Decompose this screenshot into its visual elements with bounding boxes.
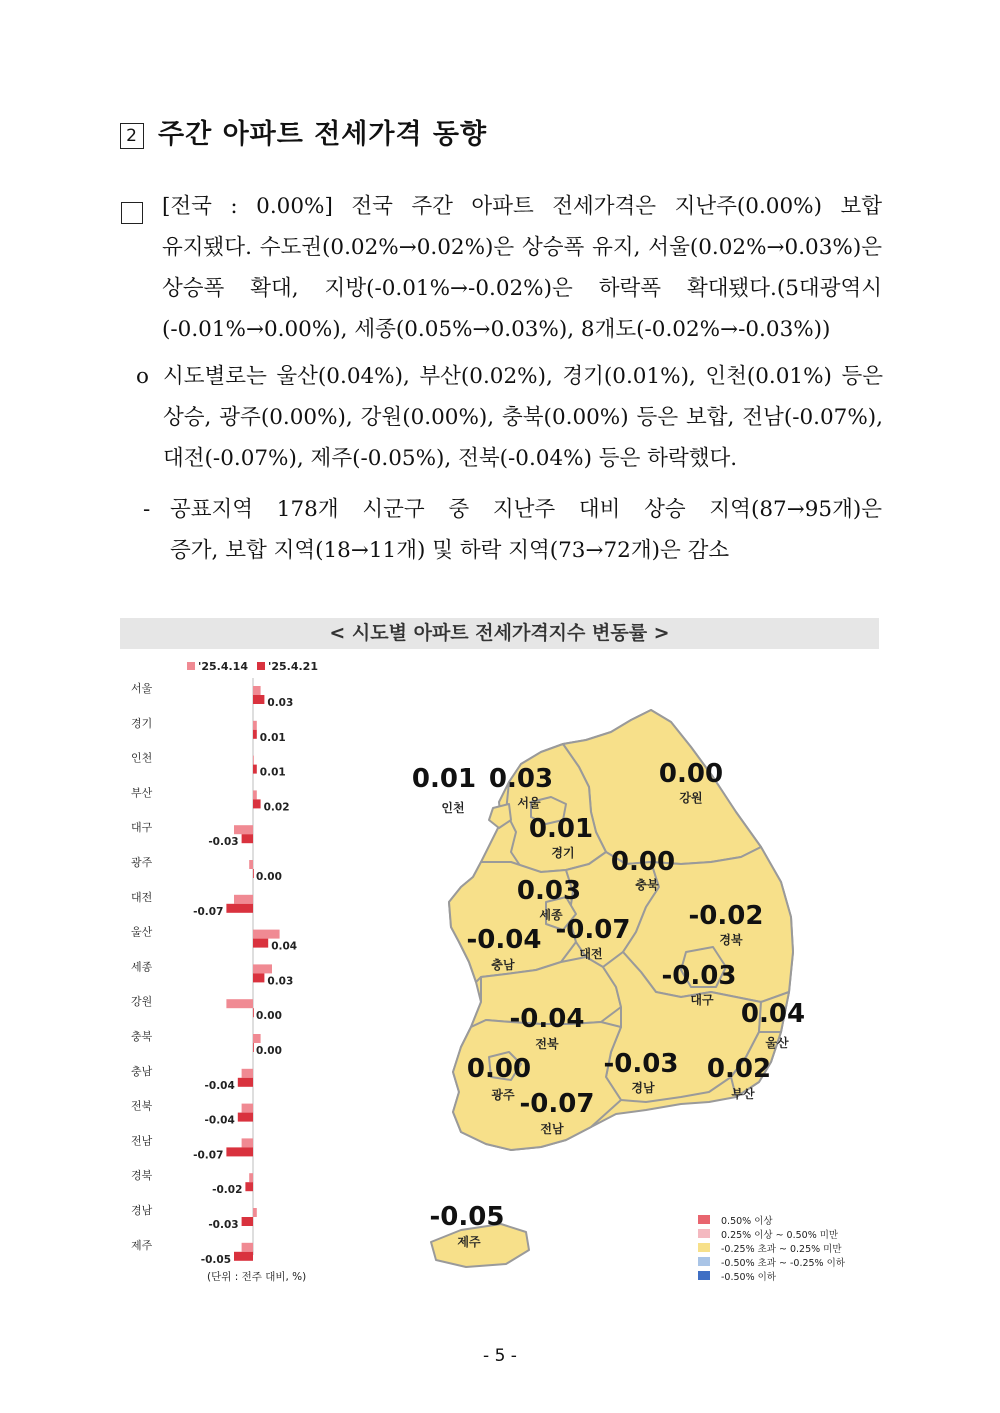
bar <box>253 790 257 799</box>
bar-chart <box>125 652 340 1292</box>
bar <box>253 869 254 878</box>
region-name: 세종 <box>539 908 563 922</box>
region-name: 경북 <box>719 933 743 947</box>
section-heading <box>120 112 487 151</box>
legend-label: -0.50% 이하 <box>721 1272 776 1283</box>
category-label: 대전 <box>131 890 153 904</box>
category-label: 광주 <box>131 856 153 869</box>
category-label: 경북 <box>131 1169 153 1183</box>
bar <box>253 756 254 765</box>
data-label: -0.04 <box>204 1079 235 1092</box>
data-label: 0.03 <box>267 697 294 709</box>
para1-line: [전국 : 0.00%] 전국 주간 아파트 전세가격은 지난주(0.00%) 보합 <box>162 194 882 219</box>
region-name: 전북 <box>535 1037 559 1051</box>
bar <box>253 973 264 982</box>
bar <box>242 1243 253 1252</box>
category-label: 서울 <box>131 682 153 695</box>
region-value: 0.01 <box>528 814 594 844</box>
section-title: 주간 아파트 전세가격 동향 <box>158 119 488 150</box>
para3-line: 공표지역 178개 시군구 중 지난주 대비 상승 지역(87→95개)은 <box>170 497 882 522</box>
bar <box>226 1147 253 1156</box>
legend-swatch <box>698 1243 710 1252</box>
region-name: 충남 <box>491 958 515 972</box>
figure-title: < 시도별 아파트 전세가격지수 변동률 > <box>120 618 879 649</box>
paragraph-national <box>162 186 882 350</box>
region-name: 경기 <box>551 846 575 860</box>
legend-swatch <box>698 1215 710 1224</box>
bar <box>253 730 257 739</box>
bar <box>242 1138 253 1147</box>
data-label: 0.03 <box>267 975 294 988</box>
bar <box>253 930 280 939</box>
region-name: 충북 <box>635 878 659 892</box>
region-name: 부산 <box>731 1087 755 1101</box>
region-value: 0.00 <box>658 759 724 789</box>
bar <box>253 1208 257 1217</box>
circle-bullet: o <box>136 364 149 389</box>
bar <box>242 1217 253 1226</box>
para3-line: 증가, 보합 지역(18→11개) 및 하락 지역(73→72개)은 감소 <box>170 538 730 563</box>
bar <box>253 799 261 808</box>
data-label: -0.03 <box>208 836 239 849</box>
bar <box>242 834 253 843</box>
category-label: 충북 <box>131 1030 153 1043</box>
category-label: 전남 <box>131 1134 153 1148</box>
legend-label: '25.4.21 <box>268 660 318 673</box>
region-value: 0.03 <box>488 764 554 794</box>
region-value: -0.04 <box>509 1004 585 1034</box>
region-value: 0.03 <box>516 876 582 906</box>
data-label: -0.03 <box>208 1219 239 1231</box>
category-label: 충남 <box>131 1064 153 1078</box>
legend-label: '25.4.14 <box>198 660 248 673</box>
para1-line: 유지됐다. 수도권(0.02%→0.02%)은 상승폭 유지, 서울(0.02%→0.03%)은 <box>162 235 882 260</box>
data-label: -0.02 <box>212 1184 243 1197</box>
region-name: 대구 <box>690 993 714 1007</box>
data-label: 0.00 <box>256 1010 282 1023</box>
data-label: -0.07 <box>193 1149 224 1162</box>
bar <box>253 939 268 948</box>
bar <box>253 686 261 695</box>
region-name: 인천 <box>441 801 465 815</box>
region-value: 0.01 <box>411 764 477 794</box>
bar <box>234 1252 253 1261</box>
region-name: 울산 <box>765 1036 789 1050</box>
bar <box>253 1008 254 1017</box>
bar <box>249 1173 253 1182</box>
bar <box>249 860 253 869</box>
category-label: 전북 <box>131 1099 153 1113</box>
region-value: -0.03 <box>661 961 737 991</box>
region-name: 제주 <box>457 1235 481 1249</box>
data-label: 0.01 <box>259 731 286 744</box>
data-label: 0.02 <box>263 801 290 814</box>
korea-map <box>341 652 879 1292</box>
bar <box>238 1113 253 1122</box>
category-label: 제주 <box>131 1238 153 1252</box>
para2-line: 시도별로는 울산(0.04%), 부산(0.02%), 경기(0.01%), 인천(0.01%) 등은 <box>163 364 883 389</box>
bar <box>226 904 253 913</box>
region-value: -0.02 <box>688 901 764 931</box>
region-value: -0.04 <box>466 925 542 955</box>
para2-line: 대전(-0.07%), 제주(-0.05%), 전북(-0.04%) 등은 하락했다. <box>163 446 738 471</box>
figure <box>120 618 880 1298</box>
region-name: 경남 <box>631 1081 655 1095</box>
category-label: 대구 <box>131 821 153 835</box>
page-number: - 5 - <box>483 1346 517 1366</box>
region-value: 0.00 <box>610 847 676 877</box>
bar <box>226 999 253 1008</box>
legend-label: 0.50% 이상 <box>721 1216 773 1227</box>
region-name: 대전 <box>579 947 603 961</box>
legend-swatch <box>187 662 195 670</box>
region-value: 0.02 <box>706 1054 772 1084</box>
category-label: 경남 <box>131 1204 153 1217</box>
data-label: -0.05 <box>200 1253 231 1266</box>
category-label: 강원 <box>131 995 153 1009</box>
legend-swatch <box>698 1257 710 1266</box>
bar <box>253 695 264 704</box>
legend-swatch <box>698 1271 710 1280</box>
region-value: -0.03 <box>603 1049 679 1079</box>
region-name: 광주 <box>491 1088 515 1102</box>
region-value: 0.04 <box>740 999 806 1029</box>
data-label: 0.04 <box>271 940 298 953</box>
data-label: 0.00 <box>256 871 282 883</box>
bar <box>253 1043 254 1052</box>
bar <box>253 765 257 774</box>
para1-line: (-0.01%→0.00%), 세종(0.05%→0.03%), 8개도(-0.02%→-0.03%)) <box>162 317 831 342</box>
region-value: -0.07 <box>555 915 631 945</box>
bar <box>238 1078 253 1087</box>
checkbox-bullet <box>121 202 143 225</box>
para1-line: 상승폭 확대, 지방(-0.01%→-0.02%)은 하락폭 확대됐다.(5대광역시 <box>162 276 882 301</box>
region-name: 강원 <box>679 791 703 805</box>
data-label: 0.01 <box>259 766 286 779</box>
category-label: 세종 <box>131 960 153 974</box>
section-number: 2 <box>120 123 144 149</box>
data-label: -0.07 <box>193 905 224 918</box>
bar <box>234 825 253 834</box>
legend-label: -0.50% 초과 ~ -0.25% 이하 <box>721 1258 845 1269</box>
region-name: 서울 <box>517 796 541 810</box>
unit-note: (단위 : 전주 대비, %) <box>207 1271 307 1283</box>
legend-swatch <box>698 1229 710 1238</box>
bar <box>253 721 257 730</box>
bar <box>234 895 253 904</box>
region-value: -0.05 <box>429 1202 505 1232</box>
region-value: 0.00 <box>466 1054 532 1084</box>
paragraph-districts <box>170 489 882 571</box>
region-value: -0.07 <box>519 1089 595 1119</box>
category-label: 경기 <box>131 716 153 730</box>
data-label: 0.00 <box>256 1045 282 1057</box>
category-label: 부산 <box>131 786 153 800</box>
legend-label: 0.25% 이상 ~ 0.50% 미만 <box>721 1230 839 1241</box>
legend-label: -0.25% 초과 ~ 0.25% 미만 <box>721 1244 842 1255</box>
category-label: 인천 <box>131 751 153 765</box>
bar <box>242 1069 253 1078</box>
bar <box>253 1034 261 1043</box>
bar <box>245 1182 253 1191</box>
bar <box>253 964 272 973</box>
category-label: 울산 <box>131 925 153 939</box>
legend-swatch <box>257 662 265 670</box>
para2-line: 상승, 광주(0.00%), 강원(0.00%), 충북(0.00%) 등은 보합, 전남(-0.07%), <box>163 405 883 430</box>
bar <box>242 1104 253 1113</box>
region-name: 전남 <box>540 1122 564 1136</box>
data-label: -0.04 <box>204 1114 235 1127</box>
dash-bullet: - <box>143 497 151 522</box>
paragraph-regions <box>163 356 883 479</box>
